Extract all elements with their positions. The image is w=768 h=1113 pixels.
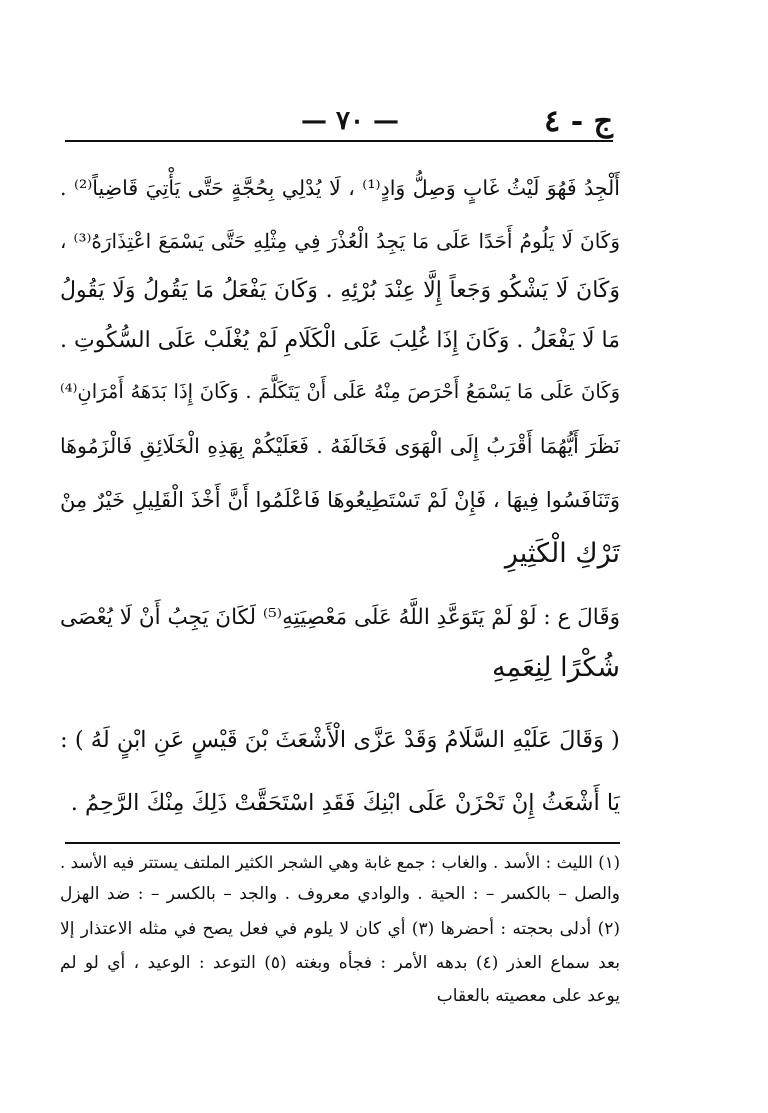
footnote-line: والصل – بالكسر – : الحية . والوادي معروف . والجد – بالكسر – : ضد الهزل [60,884,620,904]
footnote-line: يوعد على معصيته بالعقاب [436,986,620,1006]
volume-label: ج - ٤ [544,104,613,139]
text-line: وَكَانَ لَا يَشْكُو وَجَعاً إِلَّا عِنْدَ بُرْئِهِ . وَكَانَ يَفْعَلُ مَا يَقُولُ وَلَا يَقُولُ [60,278,620,303]
page-header [65,100,613,140]
footnote-line: بعد سماع العذر (٤) بدهه الأمر : فجأه وبغته (٥) التوعد : الوعيد ، أي لو لم [60,953,620,973]
footnote-line: (٢) أدلى بحجته : أحضرها (٣) أي كان لا يلوم في فعل يصح في مثله الاعتذار إلا [60,919,620,939]
text-line: وَتَنَافَسُوا فِيهَا ، فَإِنْ لَمْ تَسْتَطِيعُوهَا فَاعْلَمُوا أَنَّ أَخْذَ الْقَلِيلِ خَيْرٌ مِنْ [60,488,620,512]
page-number: — ٧٠ — [300,106,400,136]
text-line: مَا لَا يَفْعَلُ . وَكَانَ إِذَا غُلِبَ عَلَى الْكَلَامِ لَمْ يُغْلَبْ عَلَى السُّكُوتِ . [60,328,620,353]
text-line: تَرْكِ الْكَثِيرِ [504,538,620,569]
text-line: ( وَقَالَ عَلَيْهِ السَّلَامُ وَقَدْ عَزَّى الْأَشْعَثَ بْنَ قَيْسٍ عَنِ ابْنٍ لَهُ ) : [60,727,620,753]
text-line: أَلْجِدُ فَهُوَ لَيْثُ غَابٍ وَصِلُّ وَادٍ⁽¹⁾ ، لَا يُدْلِي بِحُجَّةٍ حَتَّى يَأْتِيَ قَاضِياً⁽²⁾ . [60,176,621,200]
text-line: وَكَانَ عَلَى مَا يَسْمَعُ أَحْرَصَ مِنْهُ عَلَى أَنْ يَتَكَلَّمَ . وَكَانَ إِذَا بَدَهَهُ أَمْرَانِ⁽⁴⁾ [60,380,620,403]
text-line: شُكْرًا لِنِعَمِهِ [492,652,620,683]
text-line: يَا أَشْعَثُ إِنْ تَحْزَنْ عَلَى ابْنِكَ فَقَدِ اسْتَحَقَّتْ ذَلِكَ مِنْكَ الرَّحِمُ . [70,790,620,816]
text-line: وَقَالَ ع : لَوْ لَمْ يَتَوَعَّدِ اللَّهُ عَلَى مَعْصِيَتِهِ⁽⁵⁾ لَكَانَ يَجِبُ أَنْ لَا يُعْصَى [60,605,620,630]
text-line: وَكَانَ لَا يَلُومُ أَحَدًا عَلَى مَا يَجِدُ الْعُذْرَ فِي مِثْلِهِ حَتَّى يَسْمَعَ اعْتِذَارَهُ⁽³⁾ ، [60,229,620,253]
header-rule [65,140,613,142]
footnote-rule [65,842,620,844]
footnote-line: (١) الليث : الأسد . والغاب : جمع غابة وهي الشجر الكثير الملتف يستتر فيه الأسد . [60,853,620,872]
text-line: نَظَرَ أَيُّهُمَا أَقْرَبُ إِلَى الْهَوَى فَخَالَفَهُ . فَعَلَيْكُمْ بِهَذِهِ الْخَلَائِقِ فَالْزَمُوهَا [60,434,620,458]
